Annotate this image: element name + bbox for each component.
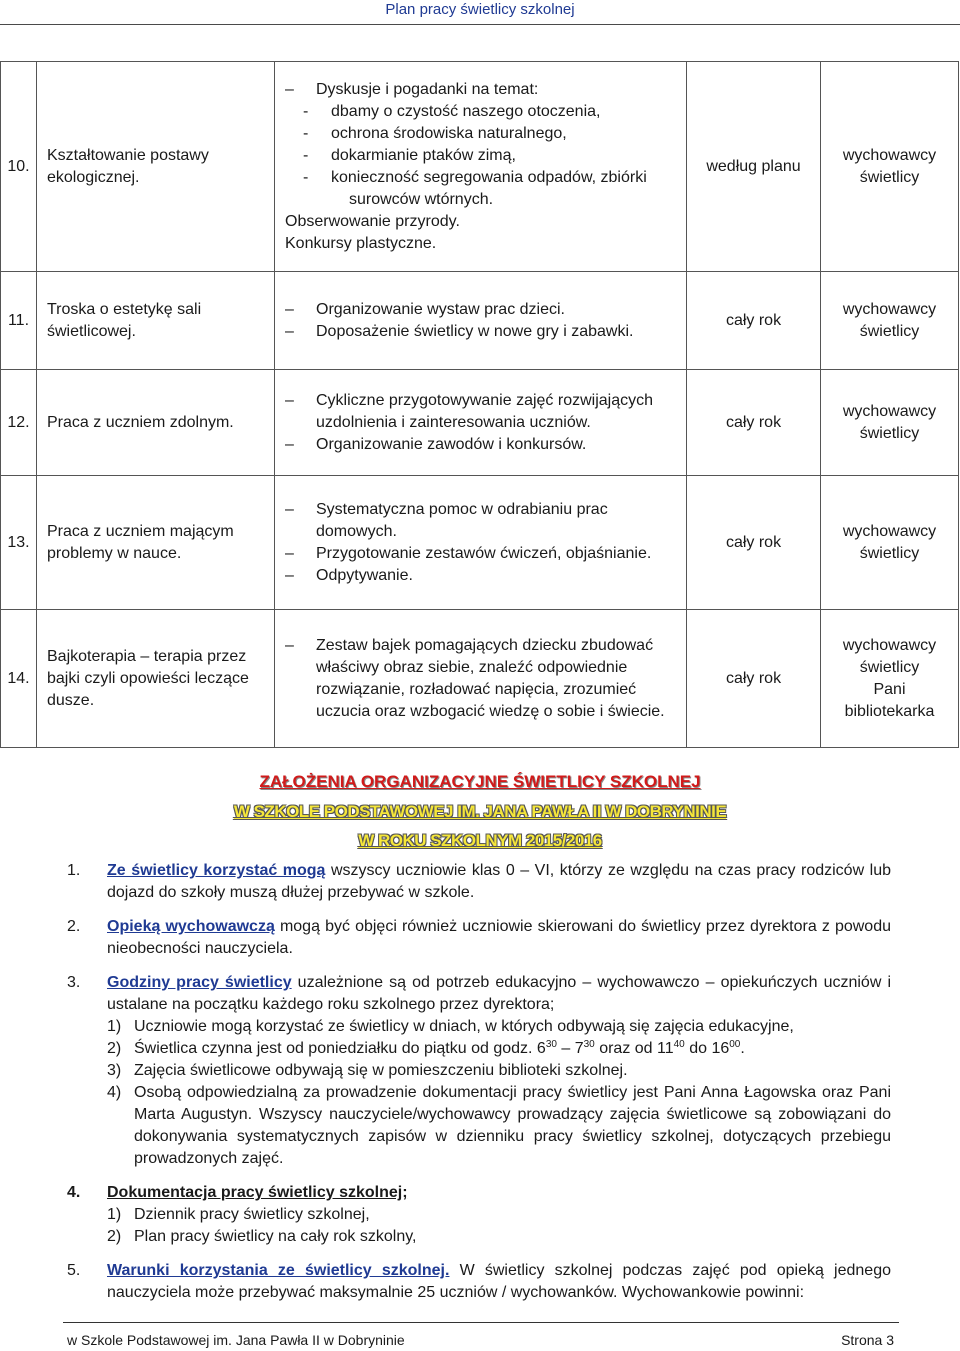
row-forms: [275, 610, 687, 748]
row-forms: [275, 476, 687, 610]
subitem-text: Dziennik pracy świetlicy szkolnej,: [134, 1206, 370, 1223]
responsible-line: świetlicy: [859, 424, 920, 442]
subitem-number: 3): [107, 1062, 122, 1079]
footer-page-number: Strona 3: [841, 1332, 894, 1348]
rule-number: 1.: [67, 862, 81, 879]
table-row: [1, 62, 959, 272]
rule-text: wszyscy uczniowie klas 0 – VI, którzy ze względu na czas pracy rodziców lub dojazd do szkoły muszą dłużej przebywać w szkole.: [107, 862, 892, 901]
section-heading-line3: W ROKU SZKOLNYM 2015/2016: [358, 831, 602, 850]
form-item: – Cykliczne przygotowywanie zajęć rozwijających uzdolnienia i zainteresowania uczniów.: [285, 390, 676, 434]
subitem-number: 2): [107, 1228, 122, 1245]
rule-title: Dokumentacja pracy świetlicy szkolnej;: [107, 1184, 408, 1201]
responsible-line: wychowawcy: [842, 636, 937, 654]
subitem-number: 4): [107, 1084, 122, 1101]
form-subitem: surowców wtórnych.: [349, 190, 494, 208]
rule-subitem: [107, 1204, 891, 1226]
rule-subitem: [107, 1082, 891, 1170]
subitem-text: Uczniowie mogą korzystać ze świetlicy w dniach, w których odbywają się zajęcia edukacyjne,: [134, 1018, 794, 1035]
row-number: 14.: [1, 610, 37, 748]
rule-text: uzależnione są od potrzeb edukacyjno – wychowawczo – opiekuńczych uczniów i ustalane na początku każdego roku szkolnego przez dyrektora;: [107, 974, 891, 1013]
form-item: – Dyskusje i pogadanki na temat:: [285, 79, 676, 101]
row-responsible: [821, 370, 959, 476]
row-term: cały rok: [687, 476, 821, 610]
rule-item: [67, 860, 891, 904]
rule-text: W świetlicy szkolnej podczas zajęć pod opieką jednego nauczyciela może przebywać maksymalnie 25 uczniów / wychowanków. Wychowankowie powinni:: [107, 1262, 892, 1301]
rule-title: Ze świetlicy korzystać mogą: [107, 862, 326, 879]
row-topic: Bajkoterapia – terapia przez bajki czyli opowieści leczące dusze.: [37, 610, 275, 748]
row-forms: [275, 370, 687, 476]
form-item: – Systematyczna pomoc w odrabianiu prac domowych.: [285, 499, 676, 543]
rule-subitem: [107, 1016, 891, 1038]
hours-sup: 30: [583, 1039, 595, 1050]
form-item: – Zestaw bajek pomagających dziecku zbudować właściwy obraz siebie, znaleźć odpowiednie rozwiązanie, rozładować napięcia, zrozumieć uczucia oraz wzbogacić wiedzę o sobie i świecie.: [285, 635, 676, 723]
rule-subitem: [107, 1038, 891, 1060]
row-number: 10.: [1, 62, 37, 272]
form-line: Obserwowanie przyrody.: [285, 212, 460, 230]
form-item: – Przygotowanie zestawów ćwiczeń, objaśnianie.: [285, 543, 676, 565]
table-row: [1, 272, 959, 370]
responsible-line: świetlicy: [859, 322, 920, 340]
rule-title: Opieką wychowawczą: [107, 918, 275, 935]
form-subitem: - dbamy o czystość naszego otoczenia,: [303, 101, 676, 123]
form-subitem: - konieczność segregowania odpadów, zbiórki: [303, 167, 676, 189]
subitem-text: Osobą odpowiedzialną za prowadzenie dokumentacji pracy świetlicy jest Pani Anna Łagowska oraz Pani Marta Augustyn. Wszyscy nauczyciele/wychowawcy prowadzący zajęcia świetlicowe są zobowiązani do dokonywania systematycznych zapisów w dzienniku pracy świetlicy szkolnej, dotyczących przebiegu prowadzonych zajęć.: [134, 1084, 891, 1167]
row-topic: Praca z uczniem mającym problemy w nauce.: [37, 476, 275, 610]
footer-school-name: w Szkole Podstawowej im. Jana Pawła II w Dobryninie: [67, 1332, 405, 1348]
responsible-line: świetlicy: [859, 658, 920, 676]
rule-number: 5.: [67, 1262, 81, 1279]
hours-sup: 00: [729, 1039, 741, 1050]
row-responsible: [821, 610, 959, 748]
rule-subitem: [107, 1060, 891, 1082]
row-topic: Kształtowanie postawy ekologicznej.: [37, 62, 275, 272]
hours-text: – 7: [556, 1040, 584, 1057]
responsible-line: wychowawcy: [842, 522, 937, 540]
hours-sup: 40: [673, 1039, 685, 1050]
row-term: cały rok: [687, 610, 821, 748]
subitem-number: 2): [107, 1040, 122, 1057]
responsible-line: bibliotekarka: [844, 702, 935, 720]
section-heading-line1: ZAŁOŻENIA ORGANIZACYJNE ŚWIETLICY SZKOLNEJ: [259, 772, 701, 791]
rule-title: Godziny pracy świetlicy: [107, 974, 292, 991]
subitem-number: 1): [107, 1206, 122, 1223]
page-header-title: Plan pracy świetlicy szkolnej: [385, 1, 575, 18]
row-term: cały rok: [687, 370, 821, 476]
row-number: 13.: [1, 476, 37, 610]
form-item: – Organizowanie zawodów i konkursów.: [285, 434, 676, 456]
form-subitem: - dokarmianie ptaków zimą,: [303, 145, 676, 167]
rules-list: [67, 860, 891, 1316]
row-responsible: [821, 272, 959, 370]
rule-number: 3.: [67, 974, 81, 991]
table-row: [1, 370, 959, 476]
subitem-text: Plan pracy świetlicy na cały rok szkolny,: [134, 1228, 417, 1245]
rule-text: mogą być objęci również uczniowie skierowani do świetlicy przez dyrektora z powodu nieobecności nauczyciela.: [107, 918, 891, 957]
responsible-line: Pani: [873, 680, 906, 698]
table-row: [1, 476, 959, 610]
form-line: Konkursy plastyczne.: [285, 234, 437, 252]
rule-number: 4.: [67, 1184, 81, 1201]
hours-text: Świetlica czynna jest od poniedziałku do piątku od godz. 6: [134, 1040, 546, 1057]
form-item: – Organizowanie wystaw prac dzieci.: [285, 299, 676, 321]
hours-text: do 16: [684, 1040, 730, 1057]
row-term: według planu: [687, 62, 821, 272]
table-row: [1, 610, 959, 748]
row-term: cały rok: [687, 272, 821, 370]
responsible-line: wychowawcy: [842, 300, 937, 318]
plan-table: [0, 61, 959, 748]
row-responsible: [821, 476, 959, 610]
rule-number: 2.: [67, 918, 81, 935]
row-topic: Praca z uczniem zdolnym.: [37, 370, 275, 476]
responsible-line: wychowawcy: [842, 146, 937, 164]
responsible-line: świetlicy: [859, 544, 920, 562]
rule-item: [67, 916, 891, 960]
row-number: 11.: [1, 272, 37, 370]
hours-sup: 30: [545, 1039, 557, 1050]
hours-text: .: [740, 1040, 745, 1057]
form-item: – Odpytywanie.: [285, 565, 676, 587]
rule-item: [67, 972, 891, 1170]
form-item: – Doposażenie świetlicy w nowe gry i zabawki.: [285, 321, 676, 343]
row-responsible: [821, 62, 959, 272]
section-heading-line2: W SZKOLE PODSTAWOWEJ IM. JANA PAWŁA II W DOBRYNINIE: [233, 802, 727, 821]
subitem-text: [134, 1040, 745, 1057]
row-number: 12.: [1, 370, 37, 476]
responsible-line: wychowawcy: [842, 402, 937, 420]
row-forms: [275, 272, 687, 370]
rule-item: [67, 1182, 891, 1248]
hours-text: oraz od 11: [594, 1040, 674, 1057]
form-subitem: - ochrona środowiska naturalnego,: [303, 123, 676, 145]
header-divider: [0, 24, 960, 25]
rule-title: Warunki korzystania ze świetlicy szkolnej.: [107, 1262, 450, 1279]
subitem-text: Zajęcia świetlicowe odbywają się w pomieszczeniu biblioteki szkolnej.: [134, 1062, 628, 1079]
footer-divider: [63, 1322, 899, 1323]
rule-subitem: [107, 1226, 891, 1248]
rule-item: [67, 1260, 891, 1304]
row-forms: [275, 62, 687, 272]
subitem-number: 1): [107, 1018, 122, 1035]
row-topic: Troska o estetykę sali świetlicowej.: [37, 272, 275, 370]
responsible-line: świetlicy: [859, 168, 920, 186]
